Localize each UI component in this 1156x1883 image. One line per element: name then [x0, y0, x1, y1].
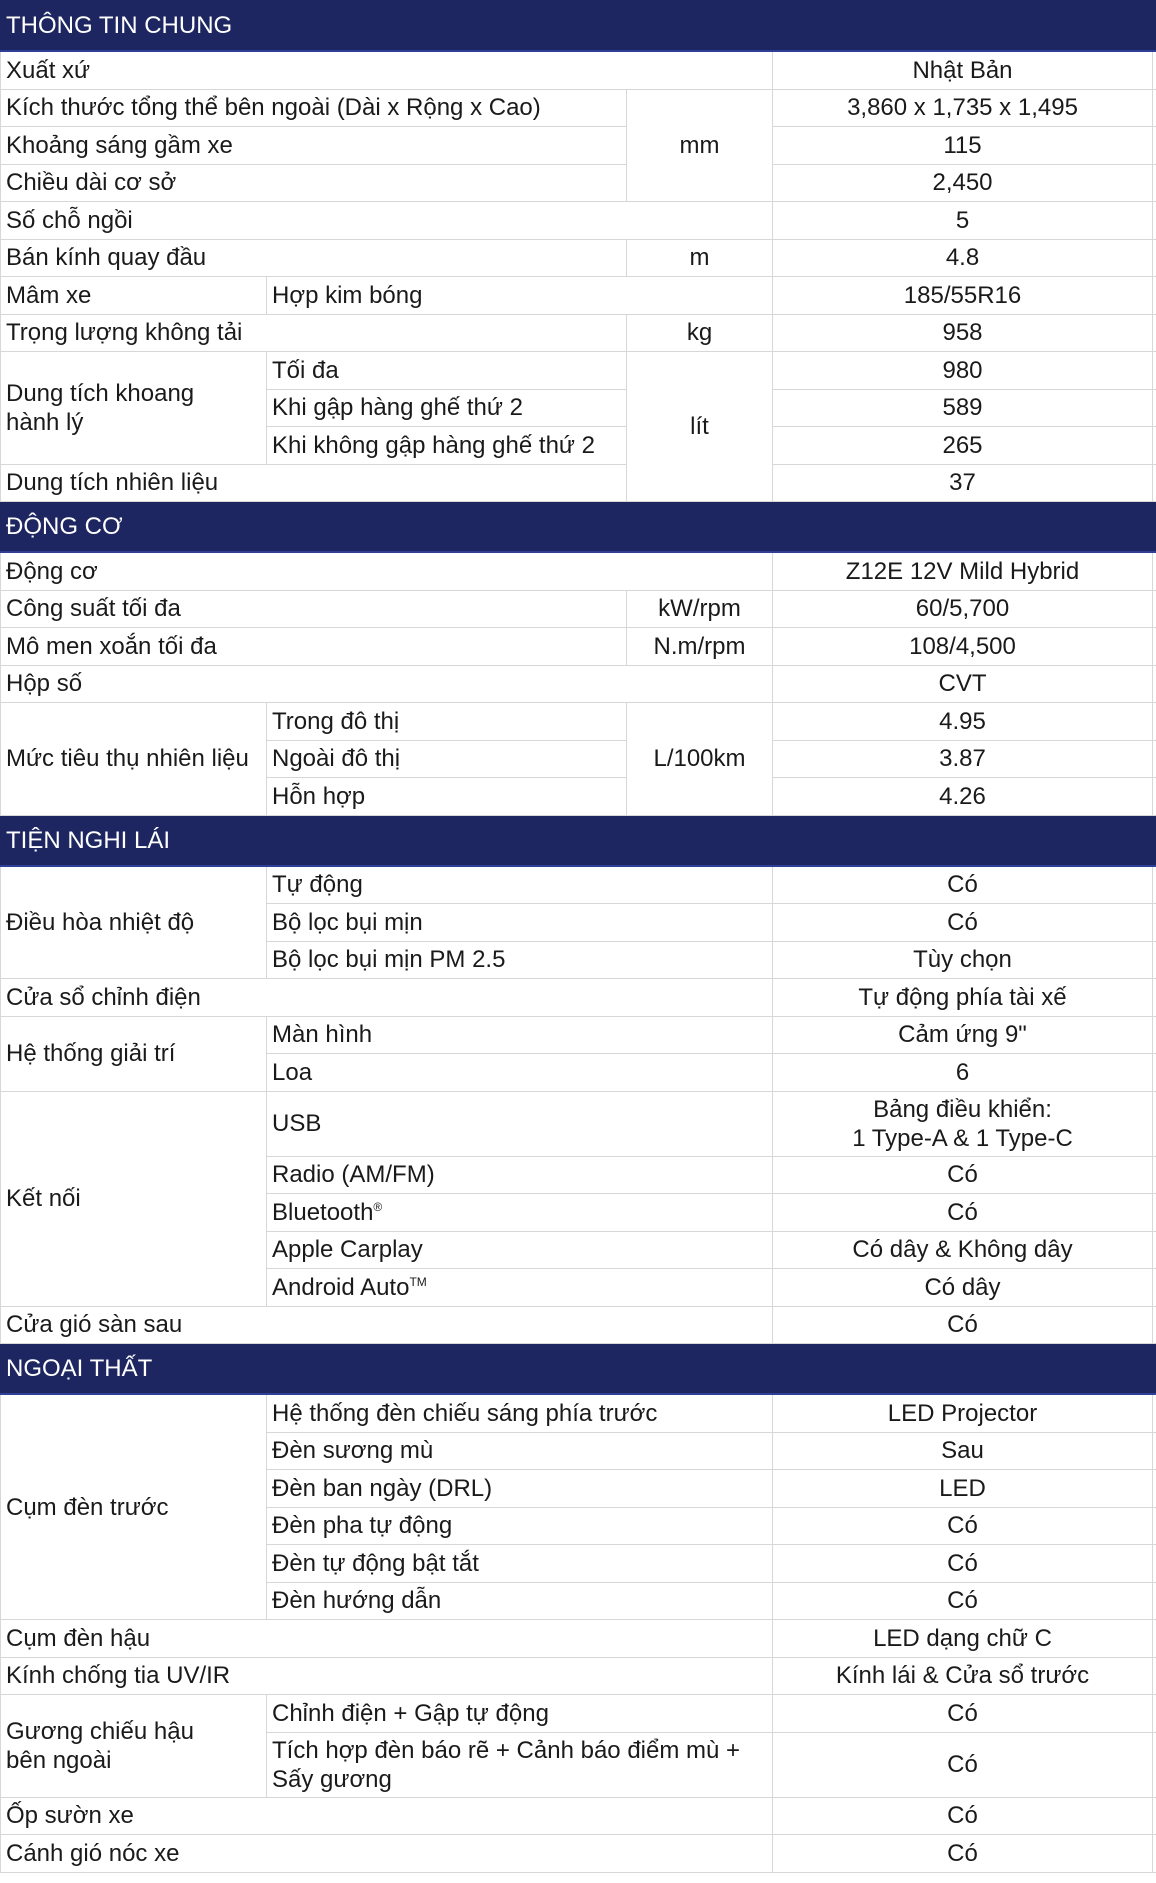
row-label: Kích thước tổng thể bên ngoài (Dài x Rộng x Cao): [1, 89, 627, 127]
row-sublabel: Hợp kim bóng: [267, 277, 773, 315]
luggage-label: Dung tích khoang hành lý: [6, 379, 195, 436]
row-label: Hệ thống giải trí: [1, 1016, 267, 1091]
table-row: [1, 1394, 1156, 1432]
row-value: Có: [773, 1507, 1153, 1545]
row-value: Có: [773, 1695, 1153, 1733]
row-value: Có: [773, 904, 1153, 942]
section-header-comfort: [1, 815, 1156, 866]
table-row: [1, 1091, 1156, 1156]
row-sublabel: Chỉnh điện + Gập tự động: [267, 1695, 773, 1733]
row-value: Có dây & Không dây: [773, 1231, 1153, 1269]
row-value: 4.95: [773, 703, 1153, 741]
row-unit: kg: [627, 314, 773, 352]
row-label: Kính chống tia UV/IR: [1, 1657, 773, 1695]
table-row: [1, 1016, 1156, 1054]
row-sublabel: Bộ lọc bụi mịn PM 2.5: [267, 941, 773, 979]
row-label: Kết nối: [1, 1091, 267, 1306]
row-value: Tự động phía tài xế: [773, 979, 1153, 1017]
row-value: 3.87: [773, 740, 1153, 778]
row-value: 4.26: [773, 778, 1153, 816]
row-value: Nhật Bản: [773, 51, 1153, 89]
row-label: Số chỗ ngồi: [1, 202, 773, 240]
row-label: [1, 1695, 267, 1798]
row-label: Cửa sổ chỉnh điện: [1, 979, 773, 1017]
table-row: [1, 1835, 1156, 1873]
table-row: [1, 51, 1156, 89]
row-value: Tùy chọn: [773, 941, 1153, 979]
row-sublabel: Tối đa: [267, 352, 627, 390]
section-title: NGOẠI THẤT: [1, 1344, 1156, 1395]
row-value: CVT: [773, 665, 1153, 703]
row-unit: mm: [627, 89, 773, 202]
row-sublabel: Hệ thống đèn chiếu sáng phía trước: [267, 1394, 773, 1432]
row-label: Cụm đèn hậu: [1, 1620, 773, 1658]
row-sublabel: Hỗn hợp: [267, 778, 627, 816]
mirrors-label: Gương chiếu hậu bên ngoài: [6, 1717, 194, 1774]
table-row: [1, 1620, 1156, 1658]
row-value: 958: [773, 314, 1153, 352]
row-label: Trọng lượng không tải: [1, 314, 627, 352]
registered-mark: ®: [373, 1199, 383, 1214]
row-value: 185/55R16: [773, 277, 1153, 315]
table-row: [1, 164, 1156, 202]
table-row: [1, 239, 1156, 277]
row-value: Có: [773, 1835, 1153, 1873]
row-value: 589: [773, 389, 1153, 427]
row-value: Có: [773, 1545, 1153, 1583]
table-row: [1, 277, 1156, 315]
table-row: [1, 1657, 1156, 1695]
row-value: 980: [773, 352, 1153, 390]
row-value: 3,860 x 1,735 x 1,495: [773, 89, 1153, 127]
table-row: [1, 202, 1156, 240]
table-row: [1, 1797, 1156, 1835]
row-value: 37: [773, 464, 1153, 502]
row-value: Có: [773, 1732, 1153, 1797]
row-value: Có: [773, 1156, 1153, 1194]
row-value: Có: [773, 1797, 1153, 1835]
row-label: Cánh gió nóc xe: [1, 1835, 773, 1873]
row-sublabel: Khi gập hàng ghế thứ 2: [267, 389, 627, 427]
table-row: [1, 314, 1156, 352]
row-value: 6: [773, 1054, 1153, 1092]
table-row: [1, 352, 1156, 390]
row-sublabel: Tự động: [267, 866, 773, 904]
row-value: 108/4,500: [773, 628, 1153, 666]
row-sublabel: Trong đô thị: [267, 703, 627, 741]
row-value: [773, 1091, 1153, 1156]
section-title: THÔNG TIN CHUNG: [1, 1, 1156, 52]
trademark-mark: TM: [409, 1274, 427, 1289]
row-sublabel: [267, 1194, 773, 1232]
row-value: Có: [773, 1582, 1153, 1620]
row-unit: kW/rpm: [627, 590, 773, 628]
row-sublabel: Apple Carplay: [267, 1231, 773, 1269]
row-sublabel: Radio (AM/FM): [267, 1156, 773, 1194]
row-sublabel: [267, 1269, 773, 1307]
row-label: Ốp sườn xe: [1, 1797, 773, 1835]
row-label: Mức tiêu thụ nhiên liệu: [1, 703, 267, 816]
row-sublabel: Bộ lọc bụi mịn: [267, 904, 773, 942]
table-row: [1, 464, 1156, 502]
table-row: [1, 127, 1156, 165]
android-auto-label: Android Auto: [272, 1273, 410, 1301]
section-title: TIỆN NGHI LÁI: [1, 815, 1156, 866]
row-value: Z12E 12V Mild Hybrid: [773, 552, 1153, 590]
row-label: Cửa gió sàn sau: [1, 1306, 773, 1344]
row-value: 2,450: [773, 164, 1153, 202]
row-label: Động cơ: [1, 552, 773, 590]
table-row: [1, 628, 1156, 666]
row-unit: N.m/rpm: [627, 628, 773, 666]
row-label: Điều hòa nhiệt độ: [1, 866, 267, 979]
row-label: Mô men xoắn tối đa: [1, 628, 627, 666]
row-sublabel: [267, 1732, 773, 1797]
row-value: Sau: [773, 1432, 1153, 1470]
section-header-general: [1, 1, 1156, 52]
row-value: Có: [773, 1306, 1153, 1344]
row-label: Công suất tối đa: [1, 590, 627, 628]
row-value: LED Projector: [773, 1394, 1153, 1432]
usb-value-line2: 1 Type-A & 1 Type-C: [852, 1124, 1073, 1152]
table-row: [1, 552, 1156, 590]
table-row: [1, 1306, 1156, 1344]
mirror-feature-line2: Sấy gương: [272, 1765, 392, 1793]
table-row: [1, 665, 1156, 703]
row-label: Mâm xe: [1, 277, 267, 315]
row-value: 60/5,700: [773, 590, 1153, 628]
row-sublabel: Loa: [267, 1054, 773, 1092]
row-value: 115: [773, 127, 1153, 165]
row-value: 4.8: [773, 239, 1153, 277]
row-value: Có: [773, 1194, 1153, 1232]
row-unit: L/100km: [627, 703, 773, 816]
row-label: Hộp số: [1, 665, 773, 703]
row-label: Xuất xứ: [1, 51, 773, 89]
section-header-exterior: [1, 1344, 1156, 1395]
row-value: Kính lái & Cửa sổ trước: [773, 1657, 1153, 1695]
usb-value-line1: Bảng điều khiển:: [873, 1095, 1052, 1123]
row-label: Chiều dài cơ sở: [1, 164, 627, 202]
row-sublabel: Đèn tự động bật tắt: [267, 1545, 773, 1583]
row-sublabel: Khi không gập hàng ghế thứ 2: [267, 427, 627, 465]
table-row: [1, 89, 1156, 127]
row-sublabel: USB: [267, 1091, 773, 1156]
row-value: Có: [773, 866, 1153, 904]
row-sublabel: Đèn sương mù: [267, 1432, 773, 1470]
row-label: Khoảng sáng gầm xe: [1, 127, 627, 165]
bluetooth-label: Bluetooth: [272, 1198, 374, 1226]
row-label: Cụm đèn trước: [1, 1394, 267, 1620]
table-row: [1, 866, 1156, 904]
row-value: 265: [773, 427, 1153, 465]
table-row: [1, 1695, 1156, 1733]
row-sublabel: Ngoài đô thị: [267, 740, 627, 778]
row-sublabel: Đèn hướng dẫn: [267, 1582, 773, 1620]
row-unit: m: [627, 239, 773, 277]
row-value: 5: [773, 202, 1153, 240]
row-label: [1, 352, 267, 465]
row-value: Cảm ứng 9": [773, 1016, 1153, 1054]
row-value: LED: [773, 1470, 1153, 1508]
table-row: [1, 979, 1156, 1017]
row-label: Dung tích nhiên liệu: [1, 464, 627, 502]
row-sublabel: Màn hình: [267, 1016, 773, 1054]
row-sublabel: Đèn pha tự động: [267, 1507, 773, 1545]
row-value: LED dạng chữ C: [773, 1620, 1153, 1658]
section-title: ĐỘNG CƠ: [1, 502, 1156, 553]
mirror-feature-line1: Tích hợp đèn báo rẽ + Cảnh báo điểm mù +: [272, 1736, 741, 1764]
table-row: [1, 590, 1156, 628]
section-header-engine: [1, 502, 1156, 553]
row-unit: lít: [627, 352, 773, 502]
row-value: Có dây: [773, 1269, 1153, 1307]
row-label: Bán kính quay đầu: [1, 239, 627, 277]
table-row: [1, 703, 1156, 741]
row-sublabel: Đèn ban ngày (DRL): [267, 1470, 773, 1508]
